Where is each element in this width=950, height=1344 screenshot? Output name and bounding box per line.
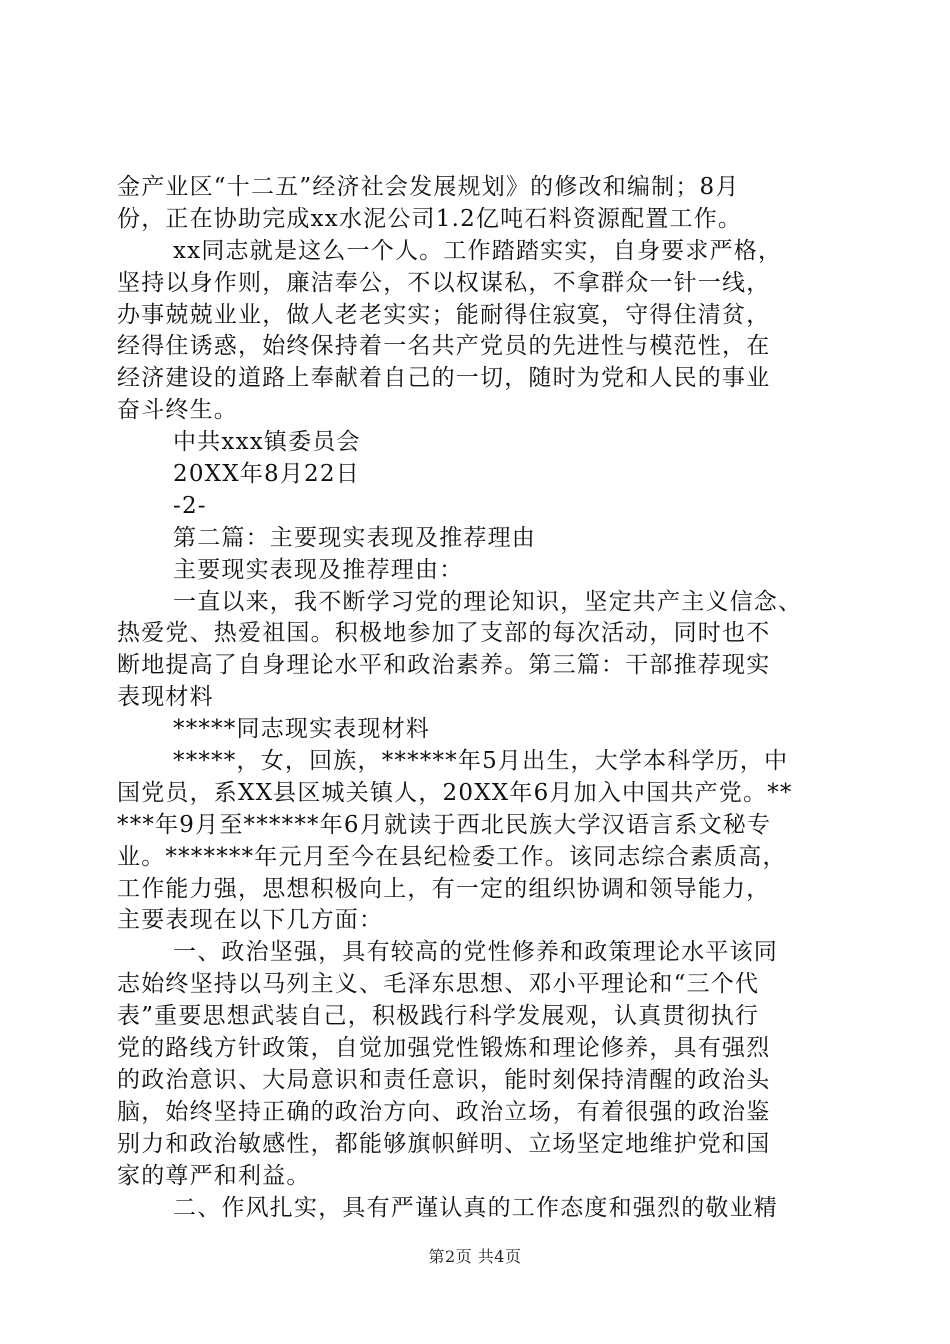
signature-org: 中共xxx镇委员会 — [173, 429, 361, 456]
text-line: *****，女，回族，******年5月出生，大学本科学历，中 — [173, 748, 789, 775]
text-line: 经济建设的道路上奉献着自己的一切，随时为党和人民的事业 — [117, 365, 771, 392]
text-line: 的政治意识、大局意识和责任意识，能时刻保持清醒的政治头 — [117, 1066, 771, 1093]
text-line: 家的尊严和利益。 — [117, 1162, 311, 1189]
text-line: 一、政治坚强，具有较高的党性修养和政策理论水平该同 — [173, 939, 778, 966]
text-line: 表现材料 — [117, 684, 214, 711]
text-line: 经得住诱惑，始终保持着一名共产党员的先进性与模范性，在 — [117, 333, 771, 360]
text-line: 工作能力强，思想积极向上，有一定的组织协调和领导能力， — [117, 875, 771, 902]
text-line: 主要表现在以下几方面： — [117, 907, 384, 934]
text-line: xx同志就是这么一个人。工作踏踏实实，自身要求严格， — [173, 237, 783, 264]
text-line: 办事兢兢业业，做人老老实实；能耐得住寂寞，守得住清贫， — [117, 301, 771, 328]
text-line: 脑，始终坚持正确的政治方向、政治立场，有着很强的政治鉴 — [117, 1098, 771, 1125]
text-line: 奋斗终生。 — [117, 397, 238, 424]
text-line: 坚持以身作则，廉洁奉公，不以权谋私，不拿群众一针一线， — [117, 269, 771, 296]
text-line: 业。*******年元月至今在县纪检委工作。该同志综合素质高， — [117, 843, 787, 870]
text-line: 表”重要思想武装自己，积极践行科学发展观，认真贯彻执行 — [117, 1003, 760, 1030]
text-line: 志始终坚持以马列主义、毛泽东思想、邓小平理论和“三个代 — [117, 971, 760, 998]
text-line: 份，正在协助完成xx水泥公司1.2亿吨石料资源配置工作。 — [117, 205, 743, 232]
text-line: 党的路线方针政策，自觉加强党性锻炼和理论修养，具有强烈 — [117, 1035, 771, 1062]
text-line: ***年9月至******年6月就读于西北民族大学汉语言系文秘专 — [117, 811, 772, 838]
inline-page-marker: -2- — [173, 492, 207, 519]
text-line: 二、作风扎实，具有严谨认真的工作态度和强烈的敬业精 — [173, 1194, 778, 1221]
page-footer — [0, 1244, 950, 1267]
text-line: 断地提高了自身理论水平和政治素养。第三篇：干部推荐现实 — [117, 652, 771, 679]
section-heading: 第二篇：主要现实表现及推荐理由 — [173, 524, 536, 551]
text-line: 金产业区“十二五”经济社会发展规划》的修改和编制；8月 — [117, 174, 740, 200]
signature-date: 20XX年8月22日 — [173, 461, 360, 488]
section-subheading: 主要现实表现及推荐理由： — [173, 556, 464, 583]
material-title: *****同志现实表现材料 — [173, 716, 431, 743]
page-number-label: 第2页 共4页 — [428, 1247, 522, 1266]
text-line: 国党员，系XX县区城关镇人，20XX年6月加入中国共产党。** — [117, 779, 793, 806]
text-line: 一直以来，我不断学习党的理论知识，坚定共产主义信念、 — [173, 588, 803, 615]
text-line: 别力和政治敏感性，都能够旗帜鲜明、立场坚定地维护党和国 — [117, 1130, 771, 1157]
document-body — [117, 172, 837, 1224]
text-line: 热爱党、热爱祖国。积极地参加了支部的每次活动，同时也不 — [117, 620, 771, 647]
